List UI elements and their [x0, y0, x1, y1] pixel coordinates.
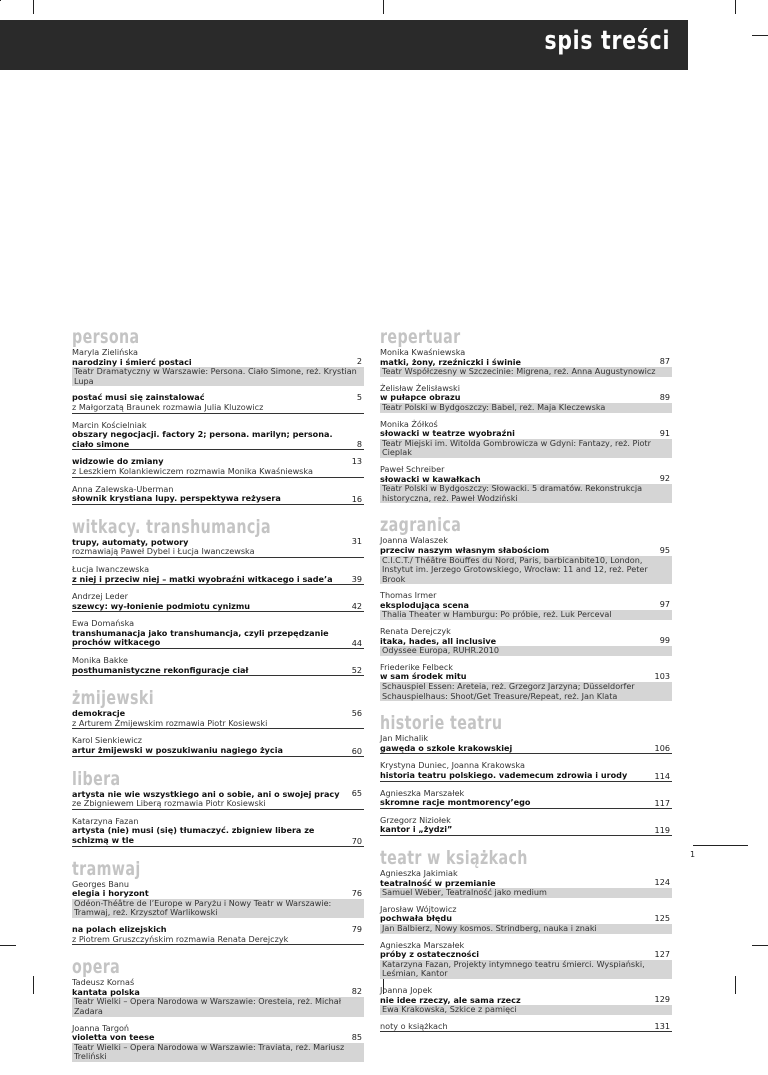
entry-page-number: 79	[351, 923, 362, 934]
folio-rule	[693, 845, 748, 846]
entry-author: Maryla Zielińska	[72, 347, 138, 357]
toc-entry[interactable]	[380, 465, 672, 503]
entry-page-number: 129	[654, 994, 670, 1005]
toc-section	[72, 328, 364, 518]
entry-title: narodziny i śmierć postaci	[72, 356, 192, 367]
toc-entry[interactable]	[380, 734, 672, 754]
toc-section	[380, 516, 672, 714]
entry-interview-line: ze Zbigniewem Liberą rozmawia Piotr Kosiewski	[72, 799, 364, 810]
entry-page-number: 97	[659, 599, 670, 610]
entry-page-number: 13	[351, 455, 362, 466]
toc-entry[interactable]	[72, 880, 364, 918]
entry-title: historia teatru polskiego. vademecum zdrowia i urody	[380, 771, 672, 782]
toc-entry[interactable]	[72, 817, 364, 847]
toc-entry[interactable]	[72, 457, 364, 477]
section-heading: żmijewski	[72, 687, 154, 710]
entry-author: Agnieszka Jakimiak	[380, 867, 458, 878]
toc-entry[interactable]	[72, 619, 364, 649]
toc-entry[interactable]	[380, 591, 672, 620]
entry-production-note: Teatr Wielki – Opera Narodowa w Warszawie: Traviata, reż. Mariusz Treliński	[72, 1043, 364, 1062]
entry-title: przeciw naszym własnym słabościom	[380, 544, 550, 555]
entry-interview-line: noty o książkach	[380, 1022, 672, 1033]
entry-production-note: Ewa Krakowska, Szkice z pamięci	[380, 1005, 672, 1015]
entry-author: Monika Kwaśniewska	[380, 347, 466, 357]
toc-entry[interactable]	[72, 1024, 364, 1062]
toc-entry[interactable]	[72, 656, 364, 676]
entry-interview-line: z Piotrem Gruszczyńskim rozmawia Renata Derejczyk	[72, 935, 364, 946]
entry-page-number: 2	[356, 356, 362, 367]
entry-title: teatralność w przemianie	[380, 877, 496, 888]
entry-production-note: Katarzyna Fazan, Projekty intymnego teatru śmierci. Wyspiański, Leśmian, Kantor	[380, 960, 672, 979]
crop-mark	[383, 0, 384, 14]
entry-author: Agnieszka Marszałek	[380, 787, 465, 798]
section-heading: libera	[72, 767, 121, 790]
entry-title: szewcy: wy-łonienie podmiotu cynizmu	[72, 602, 364, 613]
entry-production-note: Odyssee Europa, RUHR.2010	[380, 646, 672, 656]
entry-title: w pułapce obrazu	[380, 392, 461, 403]
header-banner	[0, 20, 688, 70]
toc-section	[380, 846, 672, 1045]
entry-page-number: 70	[351, 835, 362, 846]
entry-title: na polach elizejskich	[72, 923, 167, 934]
entry-production-note: Samuel Weber, Teatralność jako medium	[380, 888, 672, 898]
entry-author: Andrzej Leder	[72, 591, 128, 602]
toc-entry[interactable]	[380, 941, 672, 979]
entry-production-note: Odéon-Théâtre de l’Europe w Paryżu i Nowy Teatr w Warszawie: Tramwaj, reż. Krzysztof Warlikowski	[72, 899, 364, 918]
toc-section	[72, 515, 364, 690]
entry-interview-line: rozmawiają Paweł Dybel i Łucja Iwanczewska	[72, 547, 364, 558]
entry-page-number: 60	[351, 745, 362, 756]
entry-title: kantor i „żydzi”	[380, 825, 672, 836]
toc-left-column	[72, 328, 364, 1075]
entry-title: w sam środek mitu	[380, 671, 467, 682]
section-heading: persona	[72, 326, 140, 348]
entry-page-number: 44	[351, 638, 362, 649]
entry-page-number: 52	[351, 665, 362, 676]
section-heading: teatr w książkach	[380, 846, 528, 869]
crop-mark	[752, 945, 768, 946]
entry-author: Jan Michalik	[380, 733, 429, 744]
page-title: spis treści	[544, 26, 670, 56]
entry-author: Georges Banu	[72, 878, 130, 889]
crop-mark	[735, 976, 736, 994]
entry-author: Monika Żółkoś	[380, 418, 438, 429]
section-heading: zagranica	[380, 514, 462, 537]
toc-entry[interactable]	[72, 485, 364, 505]
entry-interview-line: z Leszkiem Kolankiewiczem rozmawia Monika Kwaśniewska	[72, 467, 364, 478]
entry-title: artysta (nie) musi (się) tłumaczyć. zbigniew libera ze schizmą w tle	[72, 826, 364, 846]
entry-title: posthumanistyczne rekonfiguracje ciał	[72, 666, 364, 677]
entry-author: Joanna Targoń	[72, 1022, 130, 1033]
entry-production-note: Schauspiel Essen: Areteia, reż. Grzegorz Jarzyna; Düsseldorfer Schauspielhaus: Shoot/Get Treasure/Repeat, reż. Jan Klata	[380, 682, 672, 701]
crop-mark	[33, 0, 34, 14]
entry-title: obszary negocjacji. factory 2; persona. marilyn; persona. ciało simone	[72, 430, 364, 450]
toc-section	[72, 689, 364, 769]
entry-page-number: 85	[351, 1031, 362, 1042]
crop-mark	[735, 0, 736, 14]
section-heading: witkacy. transhumancja	[72, 515, 271, 538]
toc-entry[interactable]	[380, 663, 672, 701]
entry-author: Tadeusz Kornaś	[72, 977, 135, 988]
entry-page-number: 65	[351, 788, 362, 799]
entry-page-number: 5	[356, 391, 362, 402]
toc-entry[interactable]	[72, 736, 364, 756]
entry-title: kantata polska	[72, 986, 140, 997]
entry-author: Krystyna Duniec, Joanna Krakowska	[380, 760, 525, 771]
entry-title: z niej i przeciw niej – matki wyobraźni witkacego i sade’a	[72, 575, 364, 586]
entry-title: postać musi się zainstalować	[72, 392, 205, 403]
crop-mark	[0, 945, 16, 946]
toc-entry[interactable]	[380, 627, 672, 656]
entry-author: Marcin Kościelniak	[72, 419, 147, 430]
section-heading: opera	[72, 956, 121, 979]
toc-entry[interactable]	[380, 816, 672, 836]
entry-page-number: 95	[659, 544, 670, 555]
entry-title: słowacki w teatrze wyobraźni	[380, 428, 515, 439]
entry-page-number: 117	[654, 797, 670, 808]
toc-entry[interactable]	[380, 420, 672, 458]
entry-page-number: 103	[654, 671, 670, 682]
toc-section	[72, 958, 364, 1075]
entry-page-number: 92	[659, 473, 670, 484]
toc-section	[72, 857, 364, 959]
entry-author: Joanna Walaszek	[380, 535, 448, 546]
entry-title: nie idee rzeczy, ale sama rzecz	[380, 994, 521, 1005]
toc-entry[interactable]	[72, 538, 364, 558]
toc-entry[interactable]	[72, 565, 364, 585]
entry-page-number: 8	[356, 439, 362, 450]
toc-entry[interactable]	[380, 905, 672, 934]
toc-entry[interactable]	[72, 925, 364, 945]
toc-entry[interactable]	[380, 986, 672, 1015]
entry-author: Katarzyna Fazan	[72, 815, 139, 826]
entry-title: próby z ostateczności	[380, 949, 480, 960]
entry-page-number: 114	[654, 770, 670, 781]
entry-author: Łucja Iwanczewska	[72, 563, 150, 574]
entry-page-number: 87	[659, 356, 670, 367]
entry-page-number: 16	[351, 493, 362, 504]
entry-title: gawęda o szkole krakowskiej	[380, 744, 672, 755]
toc-entry[interactable]	[72, 421, 364, 451]
entry-production-note: Teatr Współczesny w Szczecinie: Migrena, reż. Anna Augustynowicz	[380, 367, 672, 377]
toc-entry[interactable]	[380, 536, 672, 584]
entry-page-number: 76	[351, 887, 362, 898]
entry-author: Renata Derejczyk	[380, 626, 451, 637]
crop-mark	[0, 0, 1, 1]
toc-entry[interactable]	[72, 709, 364, 729]
entry-page-number: 119	[654, 824, 670, 835]
entry-author: Anna Zalewska-Uberman	[72, 483, 174, 494]
entry-title: eksplodująca scena	[380, 599, 470, 610]
toc-section	[380, 714, 672, 849]
entry-author: Ewa Domańska	[72, 618, 135, 629]
toc-section	[380, 328, 672, 516]
entry-author: Żelisław Żelisławski	[380, 382, 460, 393]
entry-production-note: Teatr Miejski im. Witolda Gombrowicza w Gdyni: Fantazy, reż. Piotr Cieplak	[380, 439, 672, 458]
entry-author: Jarosław Wójtowicz	[380, 903, 457, 914]
entry-page-number: 42	[351, 601, 362, 612]
entry-page-number: 125	[654, 912, 670, 923]
entry-title: trupy, automaty, potwory	[72, 536, 189, 547]
entry-production-note: Teatr Dramatyczny w Warszawie: Persona. Ciało Simone, reż. Krystian Lupa	[72, 367, 364, 386]
entry-author: Karol Sienkiewicz	[72, 735, 143, 746]
entry-production-note: Teatr Polski w Bydgoszczy: Słowacki. 5 dramatów. Rekonstrukcja historyczna, reż. Paweł Wodziński	[380, 484, 672, 503]
crop-mark	[33, 976, 34, 994]
toc-entry[interactable]	[72, 790, 364, 810]
entry-production-note: Jan Balbierz, Nowy kosmos. Strindberg, nauka i znaki	[380, 924, 672, 934]
entry-page-number: 82	[351, 986, 362, 997]
entry-author: Grzegorz Niziołek	[380, 814, 451, 825]
entry-page-number: 127	[654, 948, 670, 959]
entry-page-number: 124	[654, 877, 670, 888]
entry-title: elegia i horyzont	[72, 888, 149, 899]
entry-page-number: 31	[351, 536, 362, 547]
entry-author: Agnieszka Marszałek	[380, 939, 465, 950]
entry-page-number: 106	[654, 743, 670, 754]
toc-right-column	[380, 328, 672, 1045]
toc-entry[interactable]	[72, 393, 364, 413]
entry-title: pochwała błędu	[380, 913, 452, 924]
section-heading: repertuar	[380, 326, 461, 348]
entry-production-note: Teatr Polski w Bydgoszczy: Babel, reż. Maja Kleczewska	[380, 403, 672, 413]
toc-entry[interactable]	[380, 1022, 672, 1033]
entry-author: Paweł Schreiber	[380, 463, 445, 474]
entry-title: transhumanacja jako transhumancja, czyli przepędzanie prochów witkacego	[72, 629, 364, 649]
entry-production-note: Teatr Wielki – Opera Narodowa w Warszawie: Oresteia, reż. Michał Zadara	[72, 997, 364, 1016]
toc-entry[interactable]	[380, 348, 672, 377]
entry-title: artur żmijewski w poszukiwaniu nagiego życia	[72, 746, 364, 757]
entry-title: demokracje	[72, 708, 126, 719]
entry-author: Friederike Felbeck	[380, 661, 453, 672]
section-heading: tramwaj	[72, 857, 141, 880]
toc-entry[interactable]	[380, 789, 672, 809]
entry-title: itaka, hades, all inclusive	[380, 635, 497, 646]
entry-production-note: C.I.C.T./ Théâtre Bouffes du Nord, Paris, barbicanbite10, London, Instytut im. Jerzego Grotowskiego, Wrocław: 11 and 12, reż. Peter Brook	[380, 556, 672, 585]
toc-entry[interactable]	[380, 384, 672, 413]
entry-title: słownik krystiana lupy. perspektywa reżysera	[72, 494, 364, 505]
entry-interview-line: z Małgorzatą Braunek rozmawia Julia Kluzowicz	[72, 403, 364, 414]
entry-page-number: 99	[659, 635, 670, 646]
toc-section	[72, 767, 364, 860]
entry-author: Joanna Jopek	[380, 984, 433, 995]
page-number: 1	[690, 850, 696, 859]
entry-title: widzowie do zmiany	[72, 456, 164, 467]
entry-page-number: 56	[351, 707, 362, 718]
toc-entry[interactable]	[72, 978, 364, 1016]
crop-mark	[752, 35, 768, 36]
entry-title: artysta nie wie wszystkiego ani o sobie, ani o swojej pracy	[72, 788, 340, 799]
entry-page-number: 39	[351, 574, 362, 585]
entry-interview-line: z Arturem Żmijewskim rozmawia Piotr Kosiewski	[72, 719, 364, 730]
toc-entry[interactable]	[380, 761, 672, 781]
toc-entry[interactable]	[72, 592, 364, 612]
entry-production-note: Thalia Theater w Hamburgu: Po próbie, reż. Luk Perceval	[380, 610, 672, 620]
entry-title: matki, żony, rzeźniczki i świnie	[380, 356, 521, 367]
section-heading: historie teatru	[380, 712, 503, 735]
entry-page-number: 91	[659, 427, 670, 438]
entry-page-number: 131	[654, 1021, 670, 1032]
entry-author: Thomas Irmer	[380, 590, 437, 601]
entry-title: słowacki w kawałkach	[380, 473, 481, 484]
entry-title: skromne racje montmorency’ego	[380, 798, 672, 809]
entry-page-number: 89	[659, 391, 670, 402]
toc-entry[interactable]	[72, 348, 364, 386]
entry-author: Monika Bakke	[72, 655, 128, 666]
toc-entry[interactable]	[380, 869, 672, 898]
entry-title: violetta von teese	[72, 1032, 155, 1043]
